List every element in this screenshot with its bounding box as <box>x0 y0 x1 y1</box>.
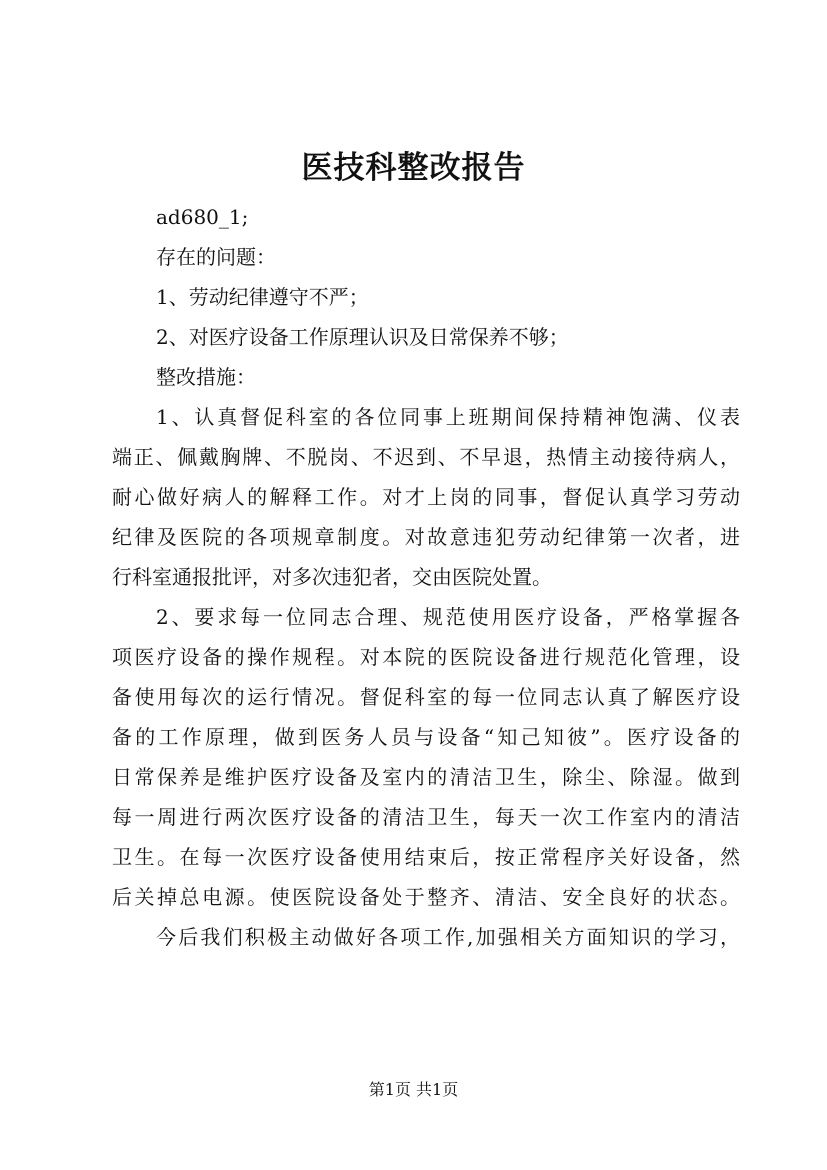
section-heading-measures: 整改措施： <box>156 365 256 389</box>
paragraph-line: 卫生。在每一次医疗设备使用结束后，按正常程序关好设备，然 <box>112 845 740 869</box>
paragraph-line: 行科室通报批评，对多次违犯者，交由医院处置。 <box>112 565 552 589</box>
paragraph-line: 2、要求每一位同志合理、规范使用医疗设备，严格掌握各 <box>156 605 740 629</box>
paragraph-line: 备的工作原理，做到医务人员与设备“知己知彼”。医疗设备的 <box>112 725 740 749</box>
document-line: 1、劳动纪律遵守不严； <box>156 285 369 309</box>
paragraph-line: 项医疗设备的操作规程。对本院的医院设备进行规范化管理，设 <box>112 645 740 669</box>
paragraph-line: 后关掉总电源。使医院设备处于整齐、清洁、安全良好的状态。 <box>112 885 740 909</box>
document-line: ad680_1; <box>156 205 249 229</box>
paragraph-line: 耐心做好病人的解释工作。对才上岗的同事，督促认真学习劳动 <box>112 485 740 509</box>
section-heading-problems: 存在的问题： <box>156 245 276 269</box>
paragraph-line: 每一周进行两次医疗设备的清洁卫生，每天一次工作室内的清洁 <box>112 805 740 829</box>
paragraph-line: 日常保养是维护医疗设备及室内的清洁卫生，除尘、除湿。做到 <box>112 765 740 789</box>
paragraph-line: 备使用每次的运行情况。督促科室的每一位同志认真了解医疗设 <box>112 685 740 709</box>
document-body <box>112 197 740 957</box>
document-title: 医技科整改报告 <box>301 150 526 186</box>
page-number-footer: 第1页 共1页 <box>368 1080 459 1099</box>
document-line: 2、对医疗设备工作原理认识及日常保养不够； <box>156 325 569 349</box>
paragraph-line: 今后我们积极主动做好各项工作,加强相关方面知识的学习， <box>156 925 740 949</box>
paragraph-line: 端正、佩戴胸牌、不脱岗、不迟到、不早退，热情主动接待病人， <box>112 445 740 469</box>
paragraph-line: 1、认真督促科室的各位同事上班期间保持精神饱满、仪表 <box>156 405 740 429</box>
paragraph-line: 纪律及医院的各项规章制度。对故意违犯劳动纪律第一次者，进 <box>112 525 740 549</box>
